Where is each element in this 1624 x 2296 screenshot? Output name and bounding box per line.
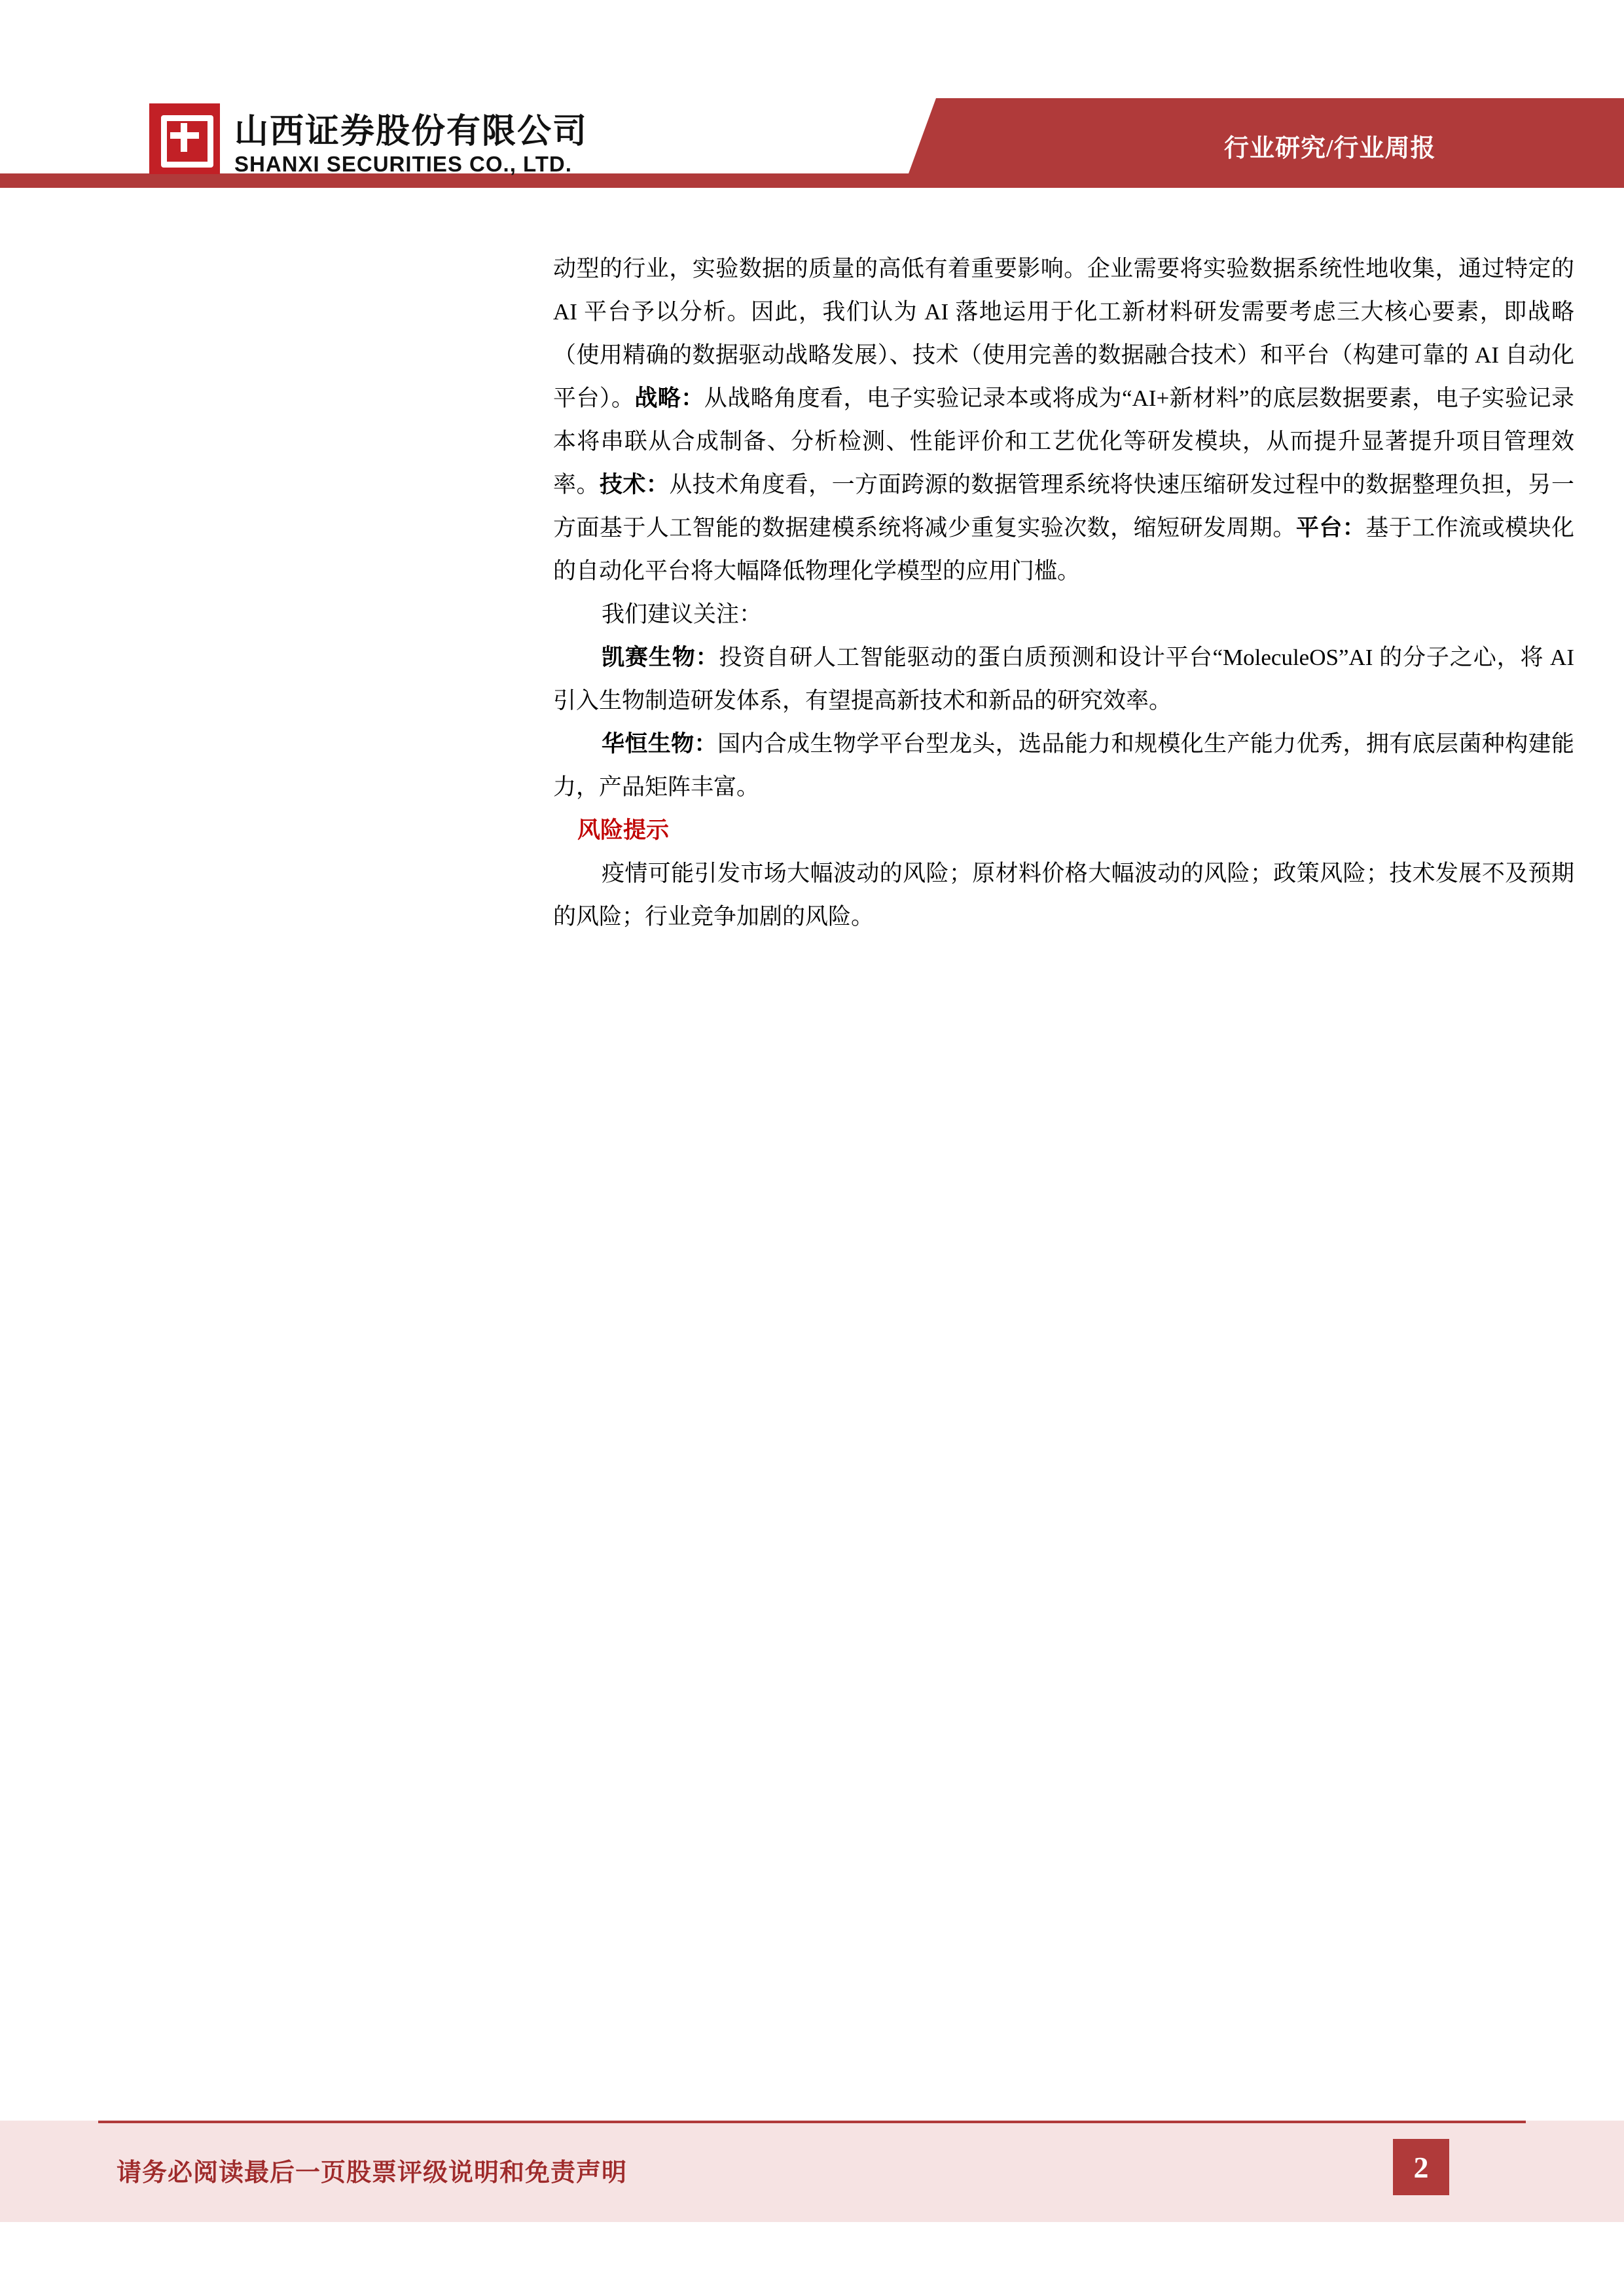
- company-entry-kaisai: [553, 636, 1574, 723]
- risk-section-text: 疫情可能引发市场大幅波动的风险；原材料价格大幅波动的风险；政策风险；技术发展不及预期的风险；行业竞争加剧的风险。: [553, 861, 1574, 929]
- company-2-description: 国内合成生物学平台型龙头，选品能力和规模化生产能力优秀，拥有底层菌种构建能力，产品矩阵丰富。: [553, 731, 1574, 800]
- logo-ring-shape: [161, 115, 213, 168]
- company-1-name: 凯赛生物：: [602, 645, 719, 670]
- company-2-name: 华恒生物：: [602, 731, 717, 757]
- technology-text: 从技术角度看，一方面跨源的数据管理系统将快速压缩研发过程中的数据整理负担，另一方面基于人工智能的数据建模系统将减少重复实验次数，缩短研发周期。: [553, 472, 1574, 541]
- platform-text: 基于工作流或模块化的自动化平台将大幅降低物理化学模型的应用门槛。: [553, 515, 1574, 584]
- header-band-notch: [903, 98, 936, 188]
- strategy-label: 战略：: [634, 386, 704, 411]
- page-header: [0, 0, 1624, 196]
- risk-section-heading: 风险提示: [577, 817, 670, 843]
- technology-label: 技术：: [599, 472, 670, 497]
- document-body: [553, 247, 1574, 939]
- platform-label: 平台：: [1295, 515, 1366, 541]
- company-name-cn: 山西证券股份有限公司: [234, 113, 588, 151]
- strategy-text: 从战略角度看，电子实验记录本或将成为“AI+新材料”的底层数据要素，电子实验记录本将串联从合成制备、分析检测、性能评价和工艺优化等研发模块，从而提升显著提升项目管理效率。: [553, 386, 1574, 497]
- page-number-badge: 2: [1393, 2139, 1449, 2195]
- footer-top-rule: [98, 2121, 1526, 2123]
- company-entry-huaheng: [553, 723, 1574, 809]
- recommendation-intro: 我们建议关注：: [602, 601, 763, 627]
- company-logo-icon: [149, 103, 220, 174]
- paragraph-1-text: 动型的行业，实验数据的质量的高低有着重要影响。企业需要将实验数据系统性地收集，通过特定的 AI 平台予以分析。因此，我们认为 AI 落地运用于化工新材料研发需要考虑三大核心要素，即战略（使用精确的数据驱动战略发展）、技术（使用完善的数据融合技术）和平台（构建可靠的 AI 自动化平台）。: [553, 256, 1574, 411]
- report-type-label: 行业研究/行业周报: [1224, 135, 1436, 162]
- company-name-en: SHANXI SECURITIES CO., LTD.: [234, 152, 572, 176]
- paragraph-ai-materials: [553, 247, 1574, 593]
- logo-stem-shape: [181, 123, 187, 152]
- footer-disclaimer: 请务必阅读最后一页股票评级说明和免责声明: [117, 2159, 628, 2187]
- company-1-description: 投资自研人工智能驱动的蛋白质预测和设计平台“MoleculeOS”AI 的分子之心，将 AI 引入生物制造研发体系，有望提高新技术和新品的研究效率。: [553, 645, 1574, 713]
- page-footer: [0, 2121, 1624, 2296]
